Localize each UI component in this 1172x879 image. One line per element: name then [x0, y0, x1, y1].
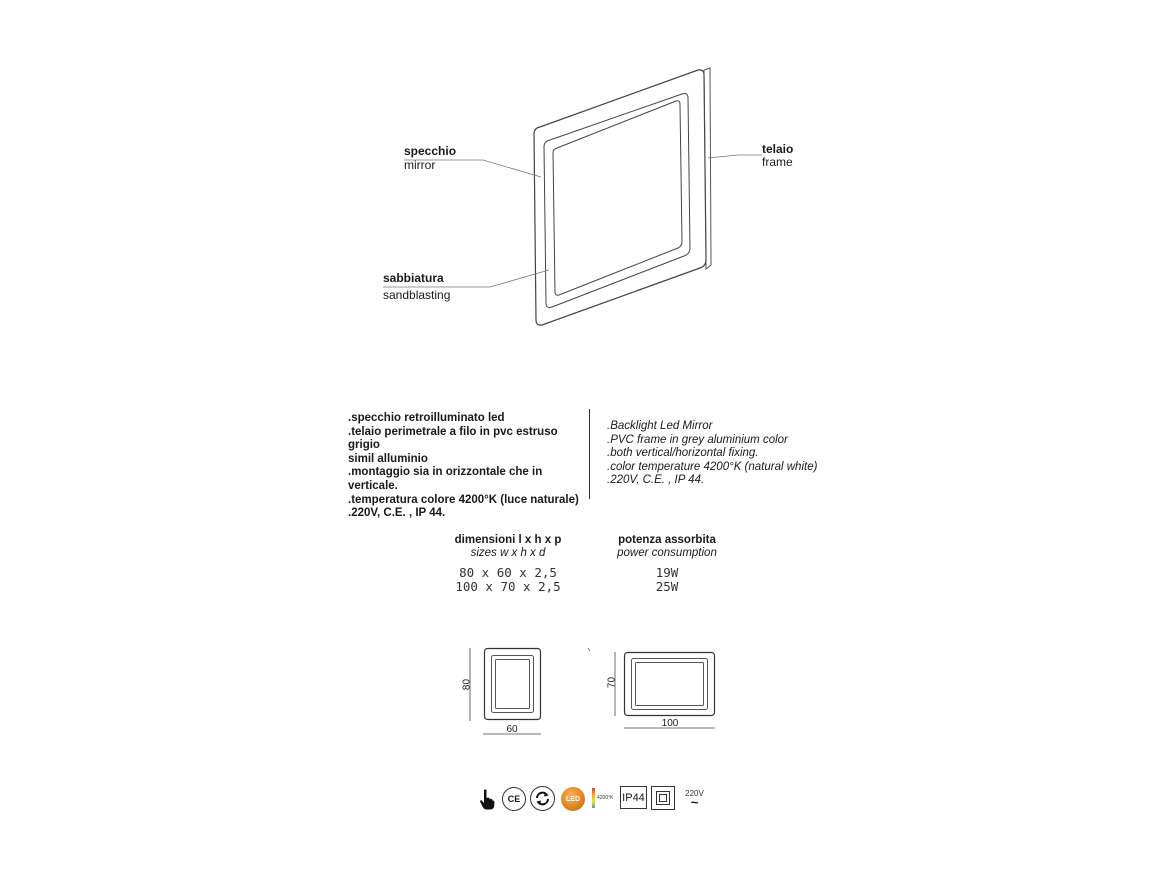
label-specchio: specchio — [404, 144, 457, 158]
power-value: 25W — [655, 579, 679, 594]
spec-en-line: .color temperature 4200°K (natural white) — [607, 460, 818, 473]
voltage-text: 220V — [685, 789, 704, 798]
dimensions-value: 80 x 60 x 2,5 — [459, 565, 557, 580]
spec-it-line: simil alluminio — [348, 452, 428, 465]
spec-en-line: .220V, C.E. , IP 44. — [607, 474, 705, 487]
spec-it-line: .specchio retroilluminato led — [348, 412, 505, 424]
spec-it-line: .telaio perimetrale a filo in pvc estruso grigio — [348, 425, 558, 452]
label-mirror: mirror — [404, 158, 436, 172]
ce-mark-icon — [502, 787, 526, 811]
hand-touch-icon — [478, 788, 496, 810]
color-temperature-icon — [592, 786, 616, 810]
label-telaio: telaio — [762, 142, 794, 156]
voltage-220v-icon — [681, 786, 708, 810]
dimensions-value: 100 x 70 x 2,5 — [455, 579, 561, 594]
insulation-outer-square — [656, 791, 670, 805]
ce-mark-text: CE — [507, 794, 521, 804]
label-frame: frame — [762, 155, 793, 169]
ip44-text: IP44 — [622, 791, 645, 804]
left-drawing-width: 60 — [506, 724, 518, 735]
spec-it-line: .temperatura colore 4200°K (luce naturale) — [348, 493, 579, 506]
double-insulation-icon — [651, 786, 675, 810]
spec-it-line: .220V, C.E. , IP 44. — [348, 507, 446, 520]
spec-it-line: .montaggio sia in orizzontale che in verticale. — [348, 466, 543, 492]
left-drawing-height: 80 — [461, 678, 473, 691]
dimensions-subheader: sizes w x h x d — [470, 547, 546, 559]
led-badge-text: LED — [566, 795, 580, 803]
right-drawing-width: 100 — [661, 718, 679, 729]
power-value: 19W — [655, 565, 679, 580]
temperature-gradient-bar — [592, 788, 595, 808]
label-sabbiatura: sabbiatura — [383, 271, 444, 285]
insulation-inner-square — [659, 794, 667, 802]
spec-en-line: .Backlight Led Mirror — [607, 420, 713, 432]
voltage-ac-symbol: ~ — [690, 795, 699, 810]
spec-en-line: .PVC frame in grey aluminium color — [607, 433, 788, 446]
rotate-mounting-icon — [530, 786, 555, 811]
label-sandblasting: sandblasting — [383, 288, 451, 302]
power-subheader: power consumption — [617, 547, 717, 559]
temperature-text: 4200°K — [597, 795, 614, 801]
spec-en-line: .both vertical/horizontal fixing. — [607, 447, 759, 460]
right-drawing-height: 70 — [606, 676, 618, 689]
dimensions-header: dimensioni l x h x p — [454, 534, 562, 546]
led-badge-icon — [561, 787, 585, 811]
power-header: potenza assorbita — [618, 534, 716, 546]
ip44-rating-icon — [620, 786, 647, 809]
